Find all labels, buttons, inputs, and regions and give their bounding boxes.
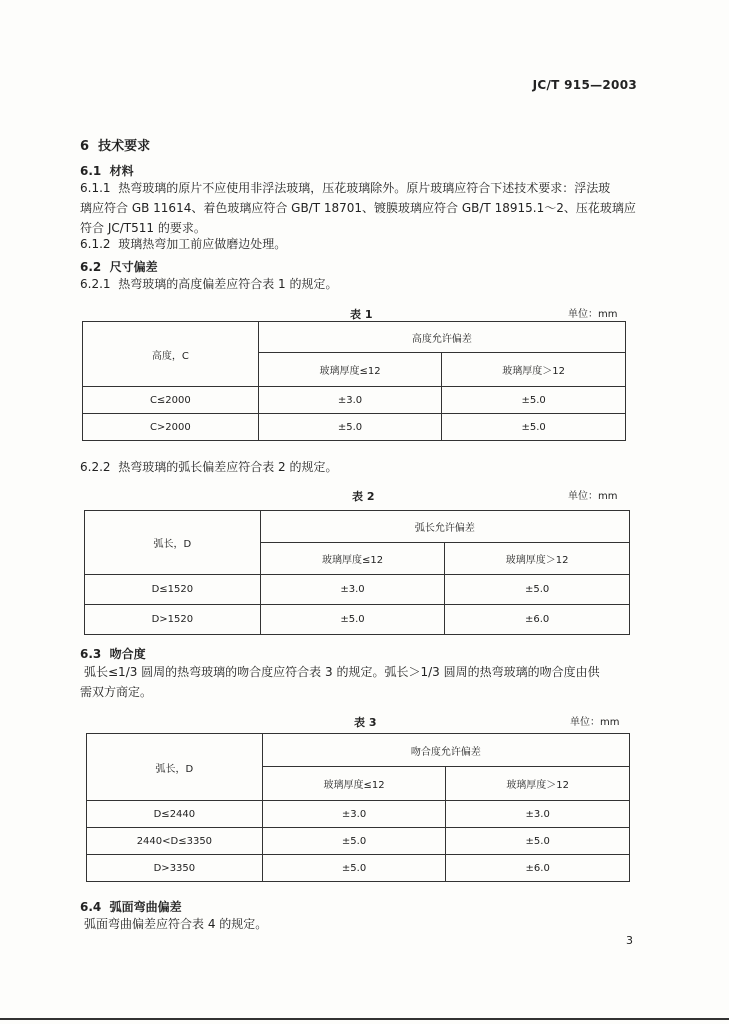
table-3-col2-header: 玻璃厚度＞12 (446, 767, 630, 801)
clause-6-1-1-text-1: 热弯玻璃的原片不应使用非浮法玻璃，压花玻璃除外。原片玻璃应符合下述技术要求：浮法玻 (118, 181, 611, 195)
table-3-group-header: 吻合度允许偏差 (262, 734, 629, 767)
section-6-4-title: 弧面弯曲偏差 (109, 900, 182, 914)
table-cell: ±3.0 (446, 801, 630, 828)
section-6-number: 6 (80, 139, 90, 154)
section-6-1-title: 材料 (109, 164, 134, 178)
table-2-unit: 单位：mm (568, 491, 618, 502)
section-6-3-heading (80, 645, 146, 662)
section-6-2-title: 尺寸偏差 (109, 260, 158, 274)
table-1-col2-header: 玻璃厚度＞12 (442, 353, 626, 387)
table-cell: ±5.0 (260, 605, 445, 635)
table-cell: ±5.0 (258, 414, 442, 441)
table-2-col1-header: 玻璃厚度≤12 (260, 543, 445, 575)
page-number: 3 (626, 934, 633, 947)
section-6-3-title: 吻合度 (109, 647, 146, 661)
clause-6-1-2 (80, 234, 650, 254)
clause-6-1-2-text: 玻璃热弯加工前应做磨边处理。 (118, 237, 287, 251)
clause-6-2-1-number: 6.2.1 (80, 277, 111, 291)
table-1-row-header: 高度，C (83, 322, 259, 387)
table-3 (86, 733, 630, 882)
clause-6-4-text: 弧面弯曲偏差应符合表 4 的规定。 (84, 917, 268, 931)
table-cell: ±5.0 (446, 828, 630, 855)
table-row (85, 605, 630, 635)
clause-6-2-2-text: 热弯玻璃的弧长偏差应符合表 2 的规定。 (118, 460, 338, 474)
table-cell: ±3.0 (260, 575, 445, 605)
section-6-4-heading (80, 898, 182, 915)
table-cell: D≤2440 (87, 801, 263, 828)
table-2 (84, 510, 630, 635)
clause-6-1-1-line1 (80, 178, 650, 198)
table-cell: ±5.0 (442, 414, 626, 441)
clause-6-2-1-text: 热弯玻璃的高度偏差应符合表 1 的规定。 (118, 277, 338, 291)
section-6-heading (80, 135, 150, 154)
clause-6-1-1 (80, 178, 650, 238)
table-cell: D≤1520 (85, 575, 261, 605)
table-cell: C>2000 (83, 414, 259, 441)
clause-6-2-1 (80, 274, 650, 294)
table-row (87, 855, 630, 882)
table-1 (82, 321, 626, 441)
clause-6-2-2 (80, 457, 650, 477)
clause-6-1-1-number: 6.1.1 (80, 181, 111, 195)
table-cell: ±5.0 (262, 855, 446, 882)
table-cell: ±6.0 (445, 605, 630, 635)
clause-6-1-2-number: 6.1.2 (80, 237, 111, 251)
table-3-col1-header: 玻璃厚度≤12 (262, 767, 446, 801)
table-3-caption: 表 3 (354, 716, 377, 729)
table-cell: ±6.0 (446, 855, 630, 882)
table-2-col2-header: 玻璃厚度＞12 (445, 543, 630, 575)
clause-6-1-1-text-3: 符合 JC/T511 的要求。 (80, 221, 206, 235)
table-cell: C≤2000 (83, 387, 259, 414)
table-3-unit: 单位：mm (570, 717, 620, 728)
table-1-group-header: 高度允许偏差 (258, 322, 625, 353)
section-6-2-number: 6.2 (80, 260, 102, 274)
table-cell: ±3.0 (262, 801, 446, 828)
clause-6-1-1-text-2: 璃应符合 GB 11614、着色玻璃应符合 GB/T 18701、镀膜玻璃应符合 GB/T 18915.1～2、压花玻璃应 (80, 201, 636, 215)
table-1-unit: 单位：mm (568, 309, 618, 320)
table-2-group-header: 弧长允许偏差 (260, 511, 629, 543)
table-3-row-header: 弧长，D (87, 734, 263, 801)
table-row (83, 387, 626, 414)
table-row (87, 801, 630, 828)
table-1-col1-header: 玻璃厚度≤12 (258, 353, 442, 387)
clause-6-3-line2: 需双方商定。 (80, 685, 153, 699)
table-cell: 2440<D≤3350 (87, 828, 263, 855)
section-6-1-number: 6.1 (80, 164, 102, 178)
table-cell: ±3.0 (258, 387, 442, 414)
section-6-title: 技术要求 (98, 139, 151, 154)
section-6-1-heading (80, 162, 134, 179)
table-row (87, 828, 630, 855)
table-cell: D>1520 (85, 605, 261, 635)
table-2-row-header: 弧长，D (85, 511, 261, 575)
table-row (83, 414, 626, 441)
table-cell: ±5.0 (442, 387, 626, 414)
clause-6-2-2-number: 6.2.2 (80, 460, 111, 474)
table-cell: D>3350 (87, 855, 263, 882)
table-row (85, 575, 630, 605)
section-6-4-number: 6.4 (80, 900, 102, 914)
table-2-caption: 表 2 (352, 490, 375, 503)
page-bottom-border (0, 1018, 729, 1020)
table-cell: ±5.0 (445, 575, 630, 605)
section-6-2-heading (80, 258, 158, 275)
table-1-caption: 表 1 (350, 308, 373, 321)
table-cell: ±5.0 (262, 828, 446, 855)
document-code-header: JC/T 915—2003 (532, 78, 637, 92)
clause-6-3-text (80, 662, 660, 702)
section-6-3-number: 6.3 (80, 647, 102, 661)
clause-6-3-line1: 弧长≤1/3 圆周的热弯玻璃的吻合度应符合表 3 的规定。弧长＞1/3 圆周的热弯玻璃的吻合度由供 (84, 665, 600, 679)
